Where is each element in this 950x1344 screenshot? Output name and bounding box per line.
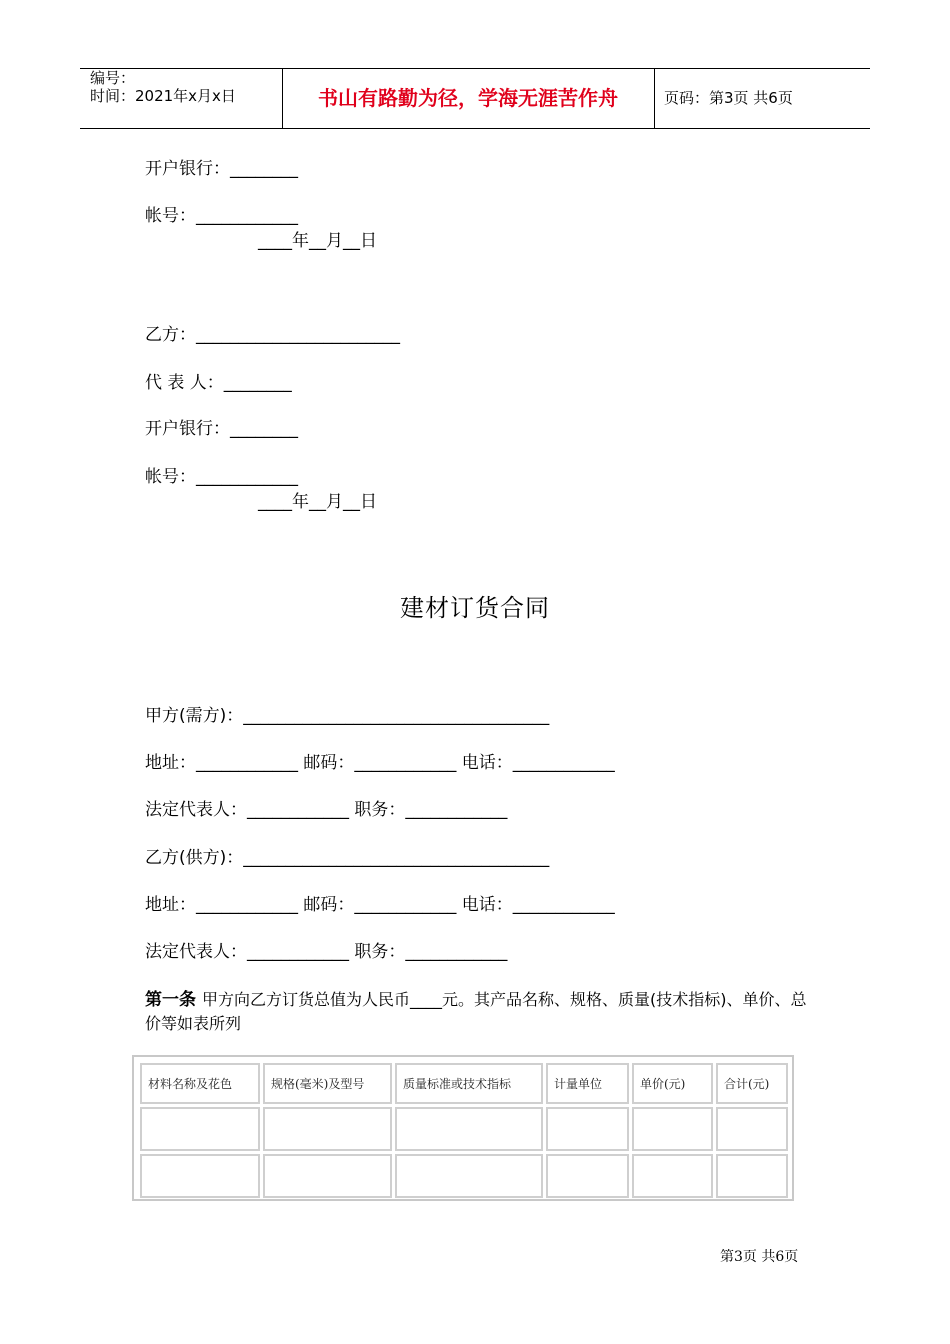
representative-field: 代 表 人：________ bbox=[145, 373, 292, 393]
table-cell bbox=[263, 1154, 392, 1198]
table-header-cell: 规格(毫米)及型号 bbox=[263, 1063, 392, 1104]
table-header-cell: 计量单位 bbox=[546, 1063, 629, 1104]
date-field: ____年__月__日 bbox=[258, 492, 377, 512]
table-cell bbox=[140, 1154, 260, 1198]
table-cell bbox=[395, 1107, 543, 1151]
party-a-legal-row: 法定代表人：____________ 职务：____________ bbox=[145, 800, 508, 820]
table-cell bbox=[395, 1154, 543, 1198]
table-header-cell: 合计(元) bbox=[716, 1063, 788, 1104]
table-cell bbox=[632, 1154, 713, 1198]
footer-page-number: 第3页 共6页 bbox=[720, 1249, 799, 1265]
table-cell bbox=[716, 1154, 788, 1198]
header-divider bbox=[654, 68, 655, 128]
header-page-label: 页码：第3页 共6页 bbox=[664, 89, 793, 107]
header-bottom-rule bbox=[80, 128, 870, 129]
table-cell bbox=[263, 1107, 392, 1151]
table-row bbox=[140, 1107, 788, 1151]
table-row bbox=[140, 1154, 788, 1198]
article-label: 第一条 bbox=[145, 990, 196, 1010]
party-a-address-row: 地址：____________ 邮码：____________ 电话：____________ bbox=[145, 753, 615, 773]
account-field: 帐号：____________ bbox=[145, 206, 298, 226]
table-cell bbox=[632, 1107, 713, 1151]
party-b-field: 乙方(供方)：____________________________________ bbox=[145, 848, 550, 868]
order-table bbox=[132, 1055, 794, 1201]
table-cell bbox=[140, 1107, 260, 1151]
party-b-legal-row: 法定代表人：____________ 职务：____________ bbox=[145, 942, 508, 962]
party-b-address-row: 地址：____________ 邮码：____________ 电话：____________ bbox=[145, 895, 615, 915]
table-header-row bbox=[140, 1063, 788, 1104]
header-code-label: 编号： bbox=[90, 69, 136, 87]
header-motto: 书山有路勤为径，学海无涯苦作舟 bbox=[318, 86, 618, 110]
bank-field: 开户银行：________ bbox=[145, 419, 298, 439]
party-a-field: 甲方(需方)：____________________________________ bbox=[145, 706, 550, 726]
header-top-rule bbox=[80, 68, 870, 69]
date-field: ____年__月__日 bbox=[258, 231, 377, 251]
account-field: 帐号：____________ bbox=[145, 467, 298, 487]
table-cell bbox=[716, 1107, 788, 1151]
table-cell bbox=[546, 1154, 629, 1198]
bank-field: 开户银行：________ bbox=[145, 159, 298, 179]
table-header-cell: 材料名称及花色 bbox=[140, 1063, 260, 1104]
table-cell bbox=[546, 1107, 629, 1151]
article-one bbox=[145, 988, 815, 1036]
party-b-field: 乙方：________________________ bbox=[145, 325, 400, 345]
article-text: 甲方向乙方订货总值为人民币____元。其产品名称、规格、质量(技术指标)、单价、总价等如表所列 bbox=[145, 990, 807, 1033]
table-header-cell: 单价(元) bbox=[632, 1063, 713, 1104]
table-header-cell: 质量标准或技术指标 bbox=[395, 1063, 543, 1104]
header-time-label: 时间：2021年x月x日 bbox=[90, 87, 236, 105]
contract-title: 建材订货合同 bbox=[400, 594, 550, 622]
